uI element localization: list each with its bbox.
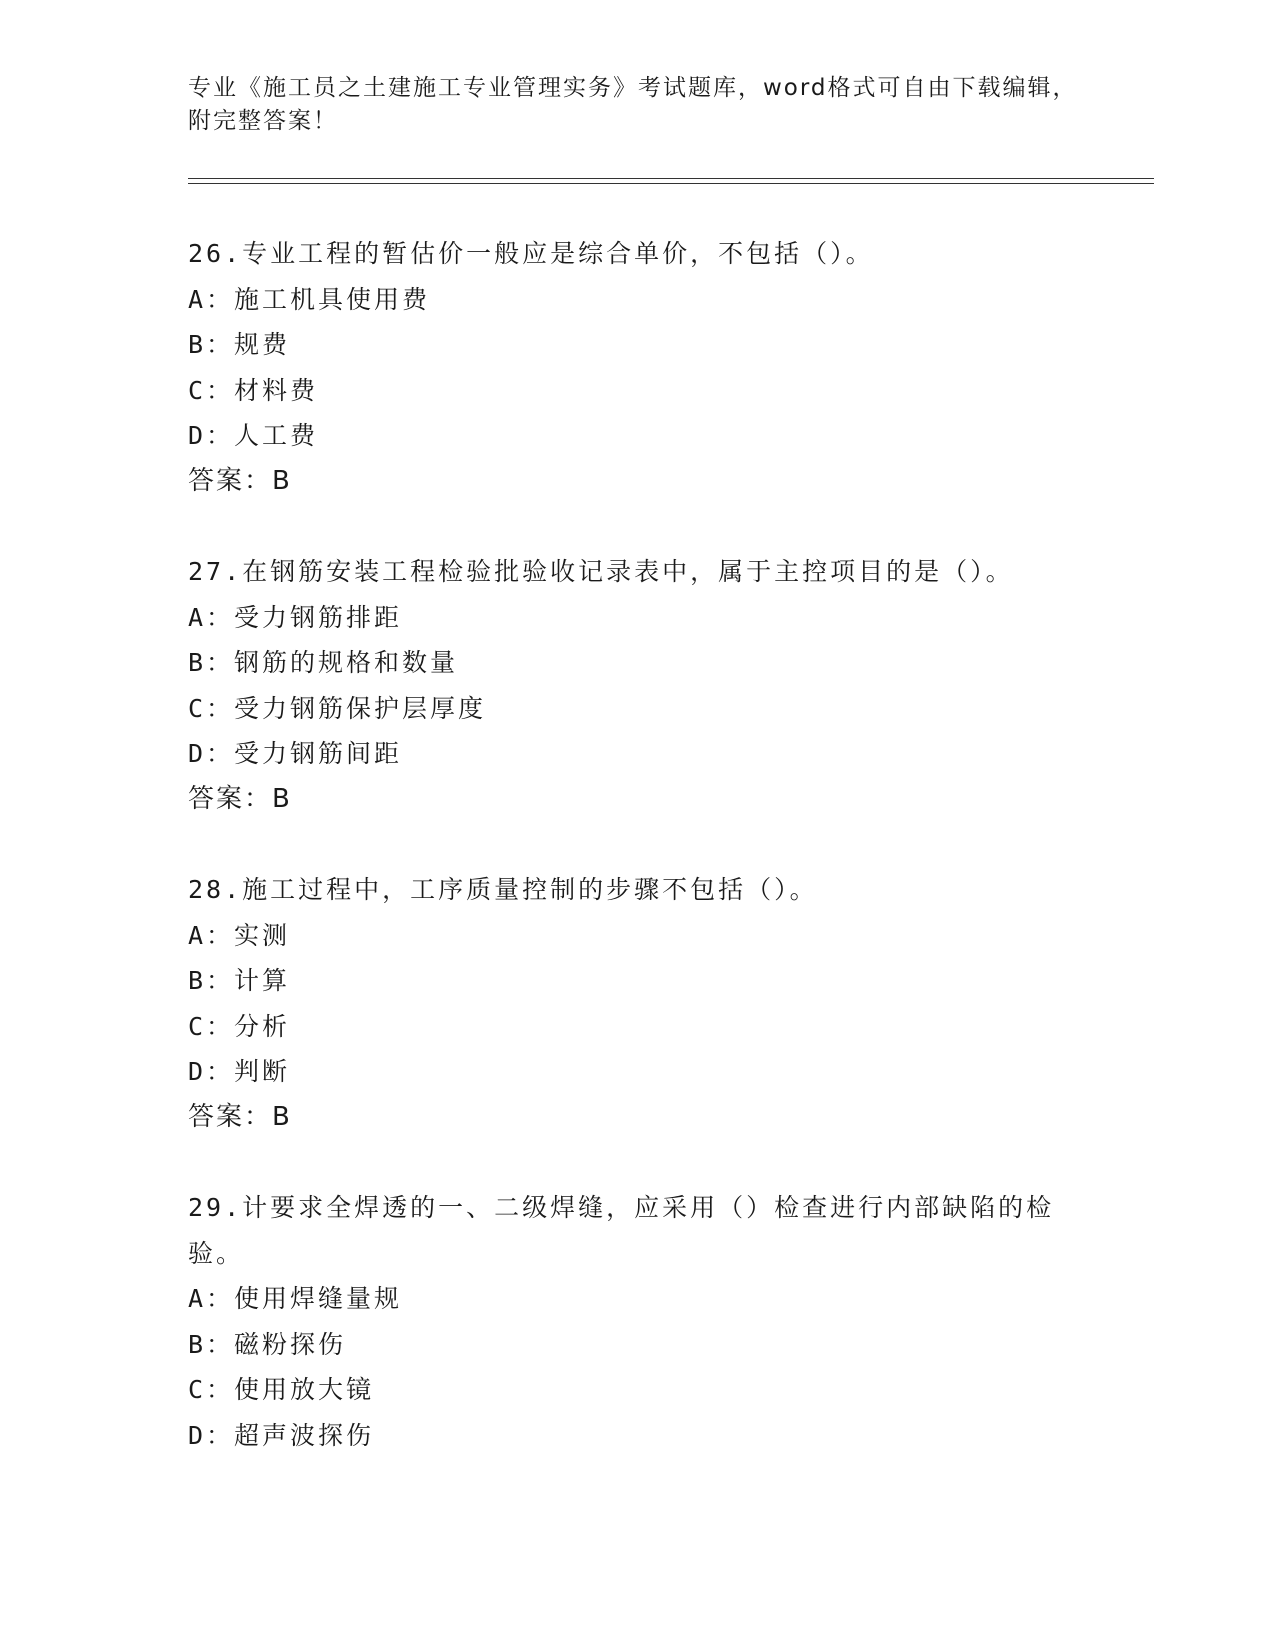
option-b: B：规费	[188, 330, 291, 359]
option-d: D：判断	[188, 1057, 291, 1086]
question-stem: 26.专业工程的暂估价一般应是综合单价，不包括（）。	[188, 239, 874, 268]
question-29	[188, 1185, 1088, 1458]
option-a: A：实测	[188, 920, 291, 950]
option-a: A：受力钢筋排距	[188, 602, 403, 632]
header-divider-top	[188, 178, 1154, 179]
document-header	[188, 72, 1088, 138]
header-line-2: 附完整答案！	[188, 108, 338, 134]
option-b: B：磁粉探伤	[188, 1329, 347, 1359]
answer: 答案：B	[188, 1101, 292, 1132]
option-c: C：材料费	[188, 375, 319, 405]
question-stem: 28.施工过程中，工序质量控制的步骤不包括（）。	[188, 875, 818, 904]
option-c: C：使用放大镜	[188, 1375, 375, 1404]
answer: 答案：B	[188, 465, 292, 496]
question-stem: 27.在钢筋安装工程检验批验收记录表中，属于主控项目的是（）。	[188, 557, 1014, 586]
option-c: C：分析	[188, 1011, 291, 1041]
header-line-1: 专业《施工员之土建施工专业管理实务》考试题库，word格式可自由下载编辑，	[188, 75, 1078, 101]
question-stem-line-2: 验。	[188, 1238, 245, 1268]
option-c: C：受力钢筋保护层厚度	[188, 693, 487, 723]
header-divider-bottom	[188, 183, 1154, 184]
option-d: D：受力钢筋间距	[188, 739, 403, 768]
answer: 答案：B	[188, 783, 292, 814]
question-26	[188, 231, 1088, 504]
option-b: B：钢筋的规格和数量	[188, 648, 459, 677]
option-a: A：使用焊缝量规	[188, 1284, 403, 1313]
option-d: D：超声波探伤	[188, 1420, 375, 1450]
option-b: B：计算	[188, 966, 291, 995]
question-28	[188, 867, 1088, 1140]
question-27	[188, 549, 1088, 822]
question-stem-line-1: 29.计要求全焊透的一、二级焊缝，应采用（）检查进行内部缺陷的检	[188, 1193, 1055, 1222]
option-d: D：人工费	[188, 421, 319, 450]
option-a: A：施工机具使用费	[188, 284, 431, 314]
